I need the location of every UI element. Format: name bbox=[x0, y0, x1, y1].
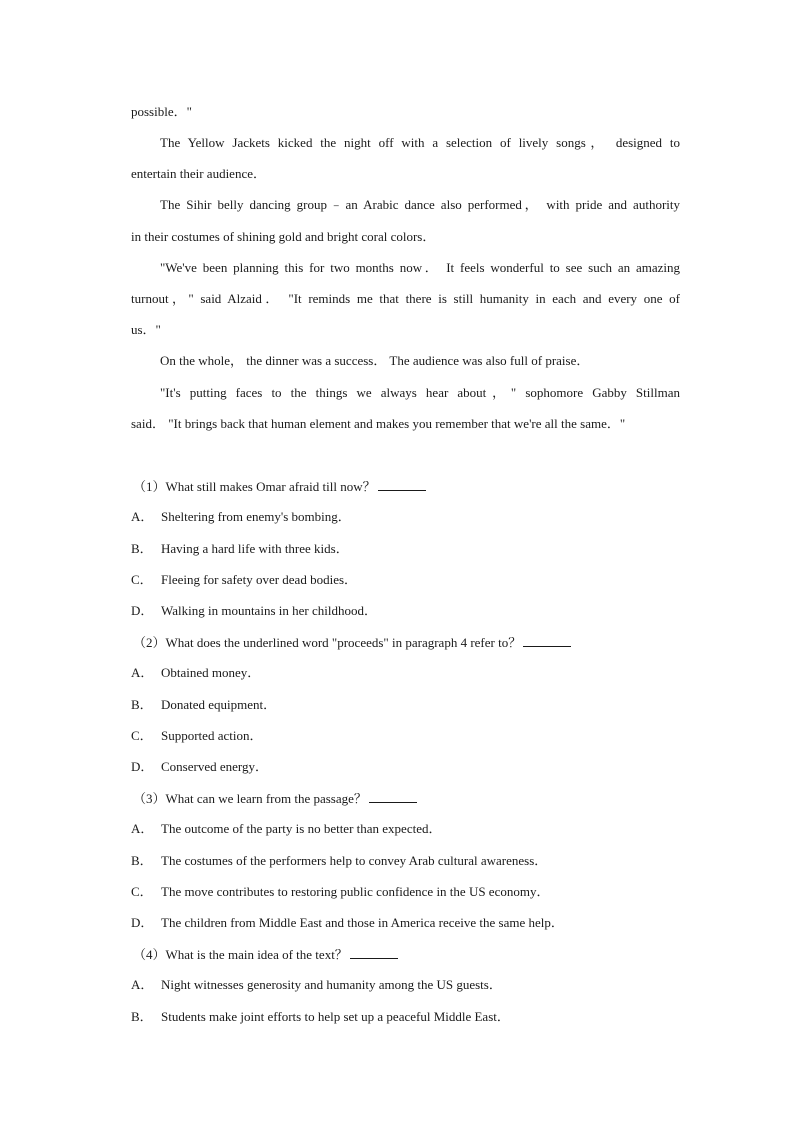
answer-blank[interactable] bbox=[350, 946, 398, 959]
option-a[interactable]: A． Night witnesses generosity and humanity among the US guests． bbox=[131, 977, 502, 992]
passage-line: "We've been planning this for two months now． It feels wonderful to see such an amazing bbox=[160, 260, 680, 275]
passage-line: "It's putting faces to the things we always hear about，" sophomore Gabby Stillman bbox=[160, 385, 680, 400]
question-stem: （2）What does the underlined word "proceeds" in paragraph 4 refer to？ bbox=[133, 634, 571, 651]
question-stem: （3）What can we learn from the passage？ bbox=[133, 790, 417, 807]
option-c[interactable]: C． The move contributes to restoring public confidence in the US economy． bbox=[131, 884, 550, 899]
passage-line: turnout，" said Alzaid． "It reminds me that there is still humanity in each and every one of bbox=[131, 291, 680, 306]
option-b[interactable]: B． Having a hard life with three kids． bbox=[131, 541, 349, 556]
option-a[interactable]: A． Sheltering from enemy's bombing． bbox=[131, 509, 351, 524]
passage-line: The Yellow Jackets kicked the night off with a selection of lively songs， designed to bbox=[160, 135, 680, 150]
option-b[interactable]: B． The costumes of the performers help to convey Arab cultural awareness． bbox=[131, 853, 548, 868]
answer-blank[interactable] bbox=[378, 478, 426, 491]
option-c[interactable]: C． Supported action． bbox=[131, 728, 263, 743]
option-b[interactable]: B． Students make joint efforts to help set up a peaceful Middle East． bbox=[131, 1009, 510, 1024]
question-stem: （4）What is the main idea of the text？ bbox=[133, 946, 398, 963]
question-stem: （1）What still makes Omar afraid till now？ bbox=[133, 478, 426, 495]
answer-blank[interactable] bbox=[369, 790, 417, 803]
passage-line: entertain their audience． bbox=[131, 166, 266, 181]
passage-line: us．" bbox=[131, 322, 161, 337]
option-d[interactable]: D． Conserved energy． bbox=[131, 759, 268, 774]
passage-line: said． "It brings back that human element and makes you remember that we're all the same．" bbox=[131, 416, 626, 431]
option-d[interactable]: D． The children from Middle East and those in America receive the same help． bbox=[131, 915, 564, 930]
passage-line: possible．" bbox=[131, 104, 192, 119]
option-c[interactable]: C． Fleeing for safety over dead bodies． bbox=[131, 572, 358, 587]
option-b[interactable]: B． Donated equipment． bbox=[131, 697, 277, 712]
passage-line: in their costumes of shining gold and bright coral colors． bbox=[131, 229, 436, 244]
passage-line: The Sihir belly dancing group﹣an Arabic dance also performed， with pride and authority bbox=[160, 197, 680, 212]
option-a[interactable]: A． The outcome of the party is no better than expected． bbox=[131, 821, 442, 836]
option-d[interactable]: D． Walking in mountains in her childhood． bbox=[131, 603, 377, 618]
passage-line: On the whole， the dinner was a success． The audience was also full of praise． bbox=[160, 353, 590, 368]
answer-blank[interactable] bbox=[523, 634, 571, 647]
option-a[interactable]: A． Obtained money． bbox=[131, 665, 261, 680]
